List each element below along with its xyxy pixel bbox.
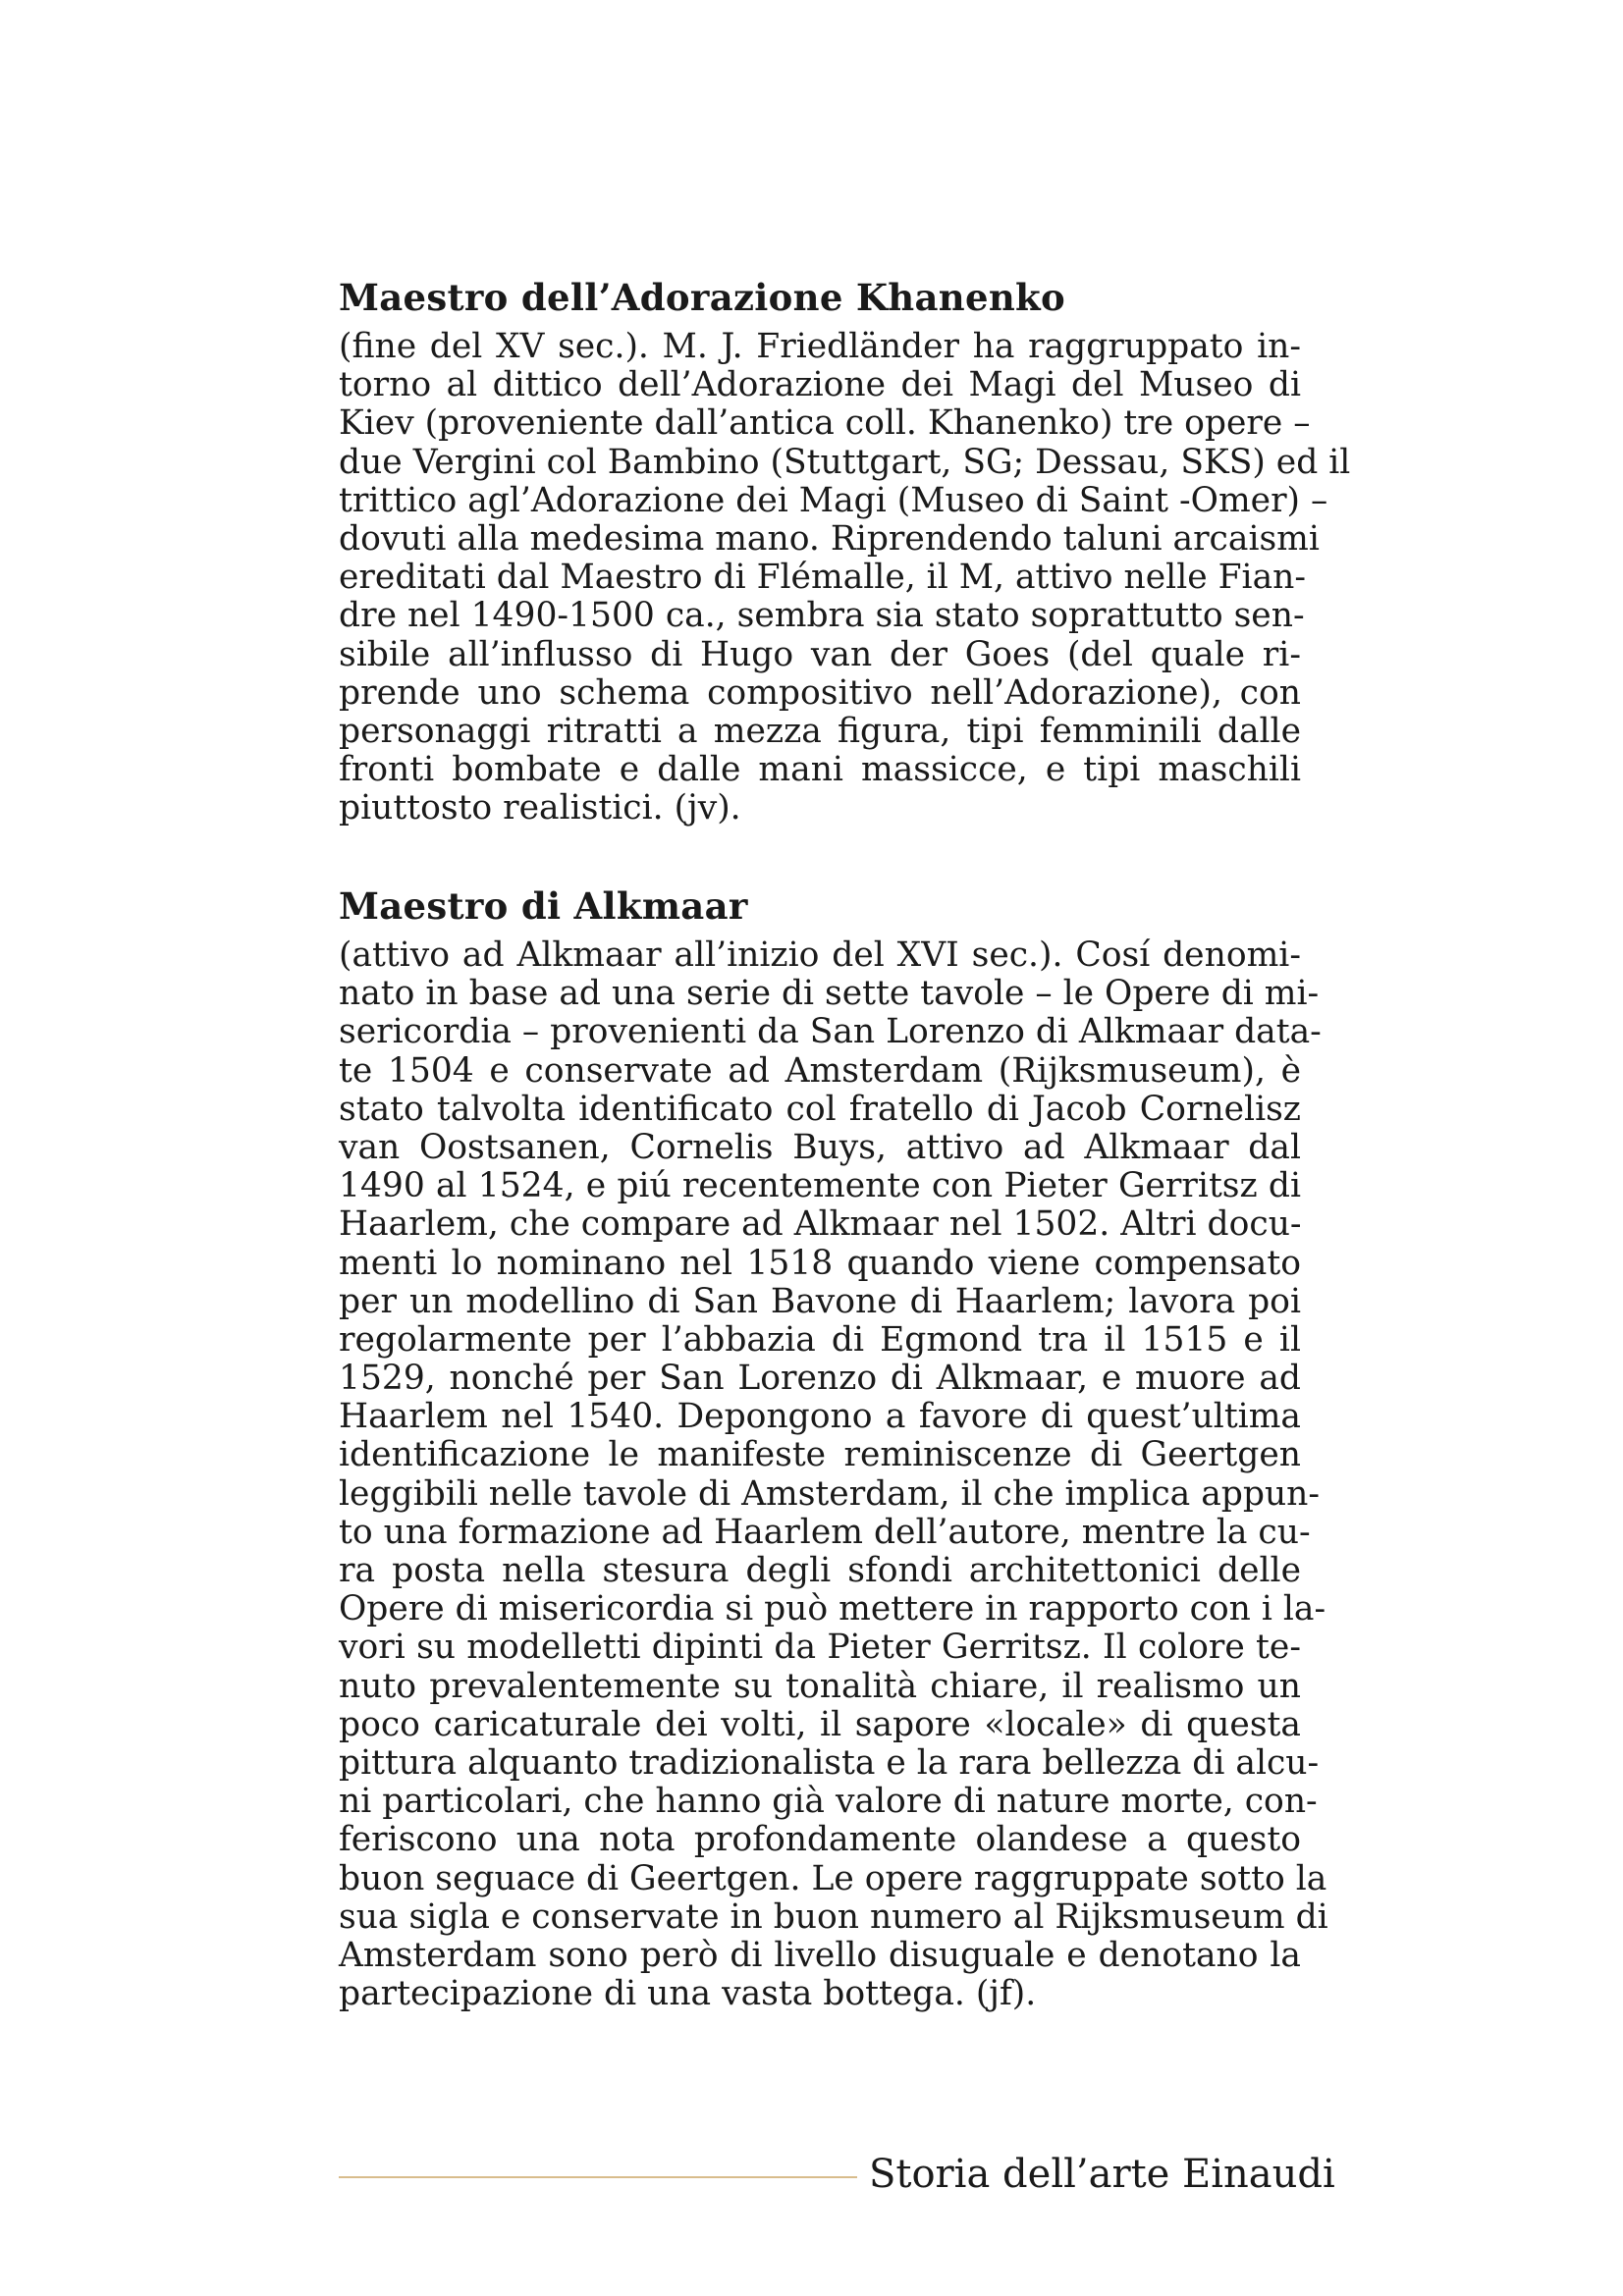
entry-line: 1529, nonché per San Lorenzo di Alkmaar, e muore ad [339,1359,1301,1399]
entry-line: Haarlem, che compare ad Alkmaar nel 1502. Altri docu- [339,1204,1302,1245]
entry-line: identificazione le manifeste reminiscenze di Geertgen [339,1435,1301,1475]
entry-line: sua sigla e conservate in buon numero al Rijksmuseum di [339,1896,1328,1937]
entry-line: regolarmente per l’abbazia di Egmond tra il 1515 e il [339,1319,1301,1360]
entry-line: (fine del XV sec.). M. J. Friedländer ha raggruppato in- [339,327,1301,366]
entry-alkmaar [339,883,1328,2014]
entry-line: ra posta nella stesura degli sfondi architettonici delle [339,1551,1301,1590]
footer-divider [339,2176,857,2178]
footer-publisher-label: Storia dell’arte Einaudi [869,2152,1335,2197]
entry-line: stato talvolta identificato col fratello di Jacob Cornelisz [339,1089,1301,1129]
entry-line: buon seguace di Geertgen. Le opere raggruppate sotto la [339,1858,1327,1898]
entry-line: to una formazione ad Haarlem dell’autore, mentre la cu- [339,1512,1311,1552]
entry-line: piuttosto realistici. (jv). [339,788,741,828]
entry-line: ereditati dal Maestro di Flémalle, il M, attivo nelle Fian- [339,558,1307,598]
entry-line: sericordia – provenienti da San Lorenzo di Alkmaar data- [339,1012,1322,1052]
entry-line: Opere di misericordia si può mettere in rapporto con i la- [339,1589,1326,1629]
entry-line: Kiev (proveniente dall’antica coll. Khanenko) tre opere – [339,403,1311,444]
entry-line: te 1504 e conservate ad Amsterdam (Rijksmuseum), è [339,1050,1301,1091]
entry-body [339,935,1328,2014]
entry-line: dovuti alla medesima mano. Riprendendo taluni arcaismi [339,518,1320,559]
entry-line: pittura alquanto tradizionalista e la rara bellezza di alcu- [339,1742,1320,1783]
entry-line: Haarlem nel 1540. Depongono a favore di quest’ultima [339,1397,1301,1437]
entry-line: trittico agl’Adorazione dei Magi (Museo di Saint -Omer) – [339,480,1328,520]
entry-line: nato in base ad una serie di sette tavole – le Opere di mi- [339,974,1320,1014]
entry-line: ni particolari, che hanno già valore di nature morte, con- [339,1782,1318,1822]
entry-line: 1490 al 1524, e piú recentemente con Pieter Gerritsz di [339,1166,1301,1206]
entry-line: due Vergini col Bambino (Stuttgart, SG; Dessau, SKS) ed il [339,442,1351,482]
entry-line: vori su modelletti dipinti da Pieter Gerritsz. Il colore te- [339,1628,1301,1668]
entry-line: dre nel 1490-1500 ca., sembra sia stato soprattutto sen- [339,596,1305,636]
entry-line: nuto prevalentemente su tonalità chiare, il realismo un [339,1666,1301,1706]
entry-line: fronti bombate e dalle mani massicce, e tipi maschili [339,750,1301,790]
entry-line: (attivo ad Alkmaar all’inizio del XVI sec.). Cosí denomi- [339,935,1301,975]
entry-line: van Oostsanen, Cornelis Buys, attivo ad Alkmaar dal [339,1127,1301,1167]
entry-body [339,327,1351,828]
entry-title: Maestro di Alkmaar [339,884,748,928]
entry-adorazione-khanenko [339,275,1351,828]
entry-line: partecipazione di una vasta bottega. (jf). [339,1974,1037,2014]
entry-line: menti lo nominano nel 1518 quando viene compensato [339,1243,1301,1283]
entry-line: leggibili nelle tavole di Amsterdam, il che implica appun- [339,1473,1321,1514]
entry-line: prende uno schema compositivo nell’Adorazione), con [339,672,1301,713]
entry-line: Amsterdam sono però di livello disuguale e denotano la [339,1935,1301,1975]
entry-line: poco caricaturale dei volti, il sapore «locale» di questa [339,1704,1301,1744]
entry-line: sibile all’influsso di Hugo van der Goes (del quale ri- [339,634,1301,674]
entry-line: feriscono una nota profondamente olandese a questo [339,1820,1301,1860]
entry-line: personaggi ritratti a mezza figura, tipi femminili dalle [339,711,1301,751]
entry-line: per un modellino di San Bavone di Haarlem; lavora poi [339,1281,1301,1321]
entry-title: Maestro dell’Adorazione Khanenko [339,276,1065,319]
entry-line: torno al dittico dell’Adorazione dei Magi del Museo di [339,365,1301,405]
